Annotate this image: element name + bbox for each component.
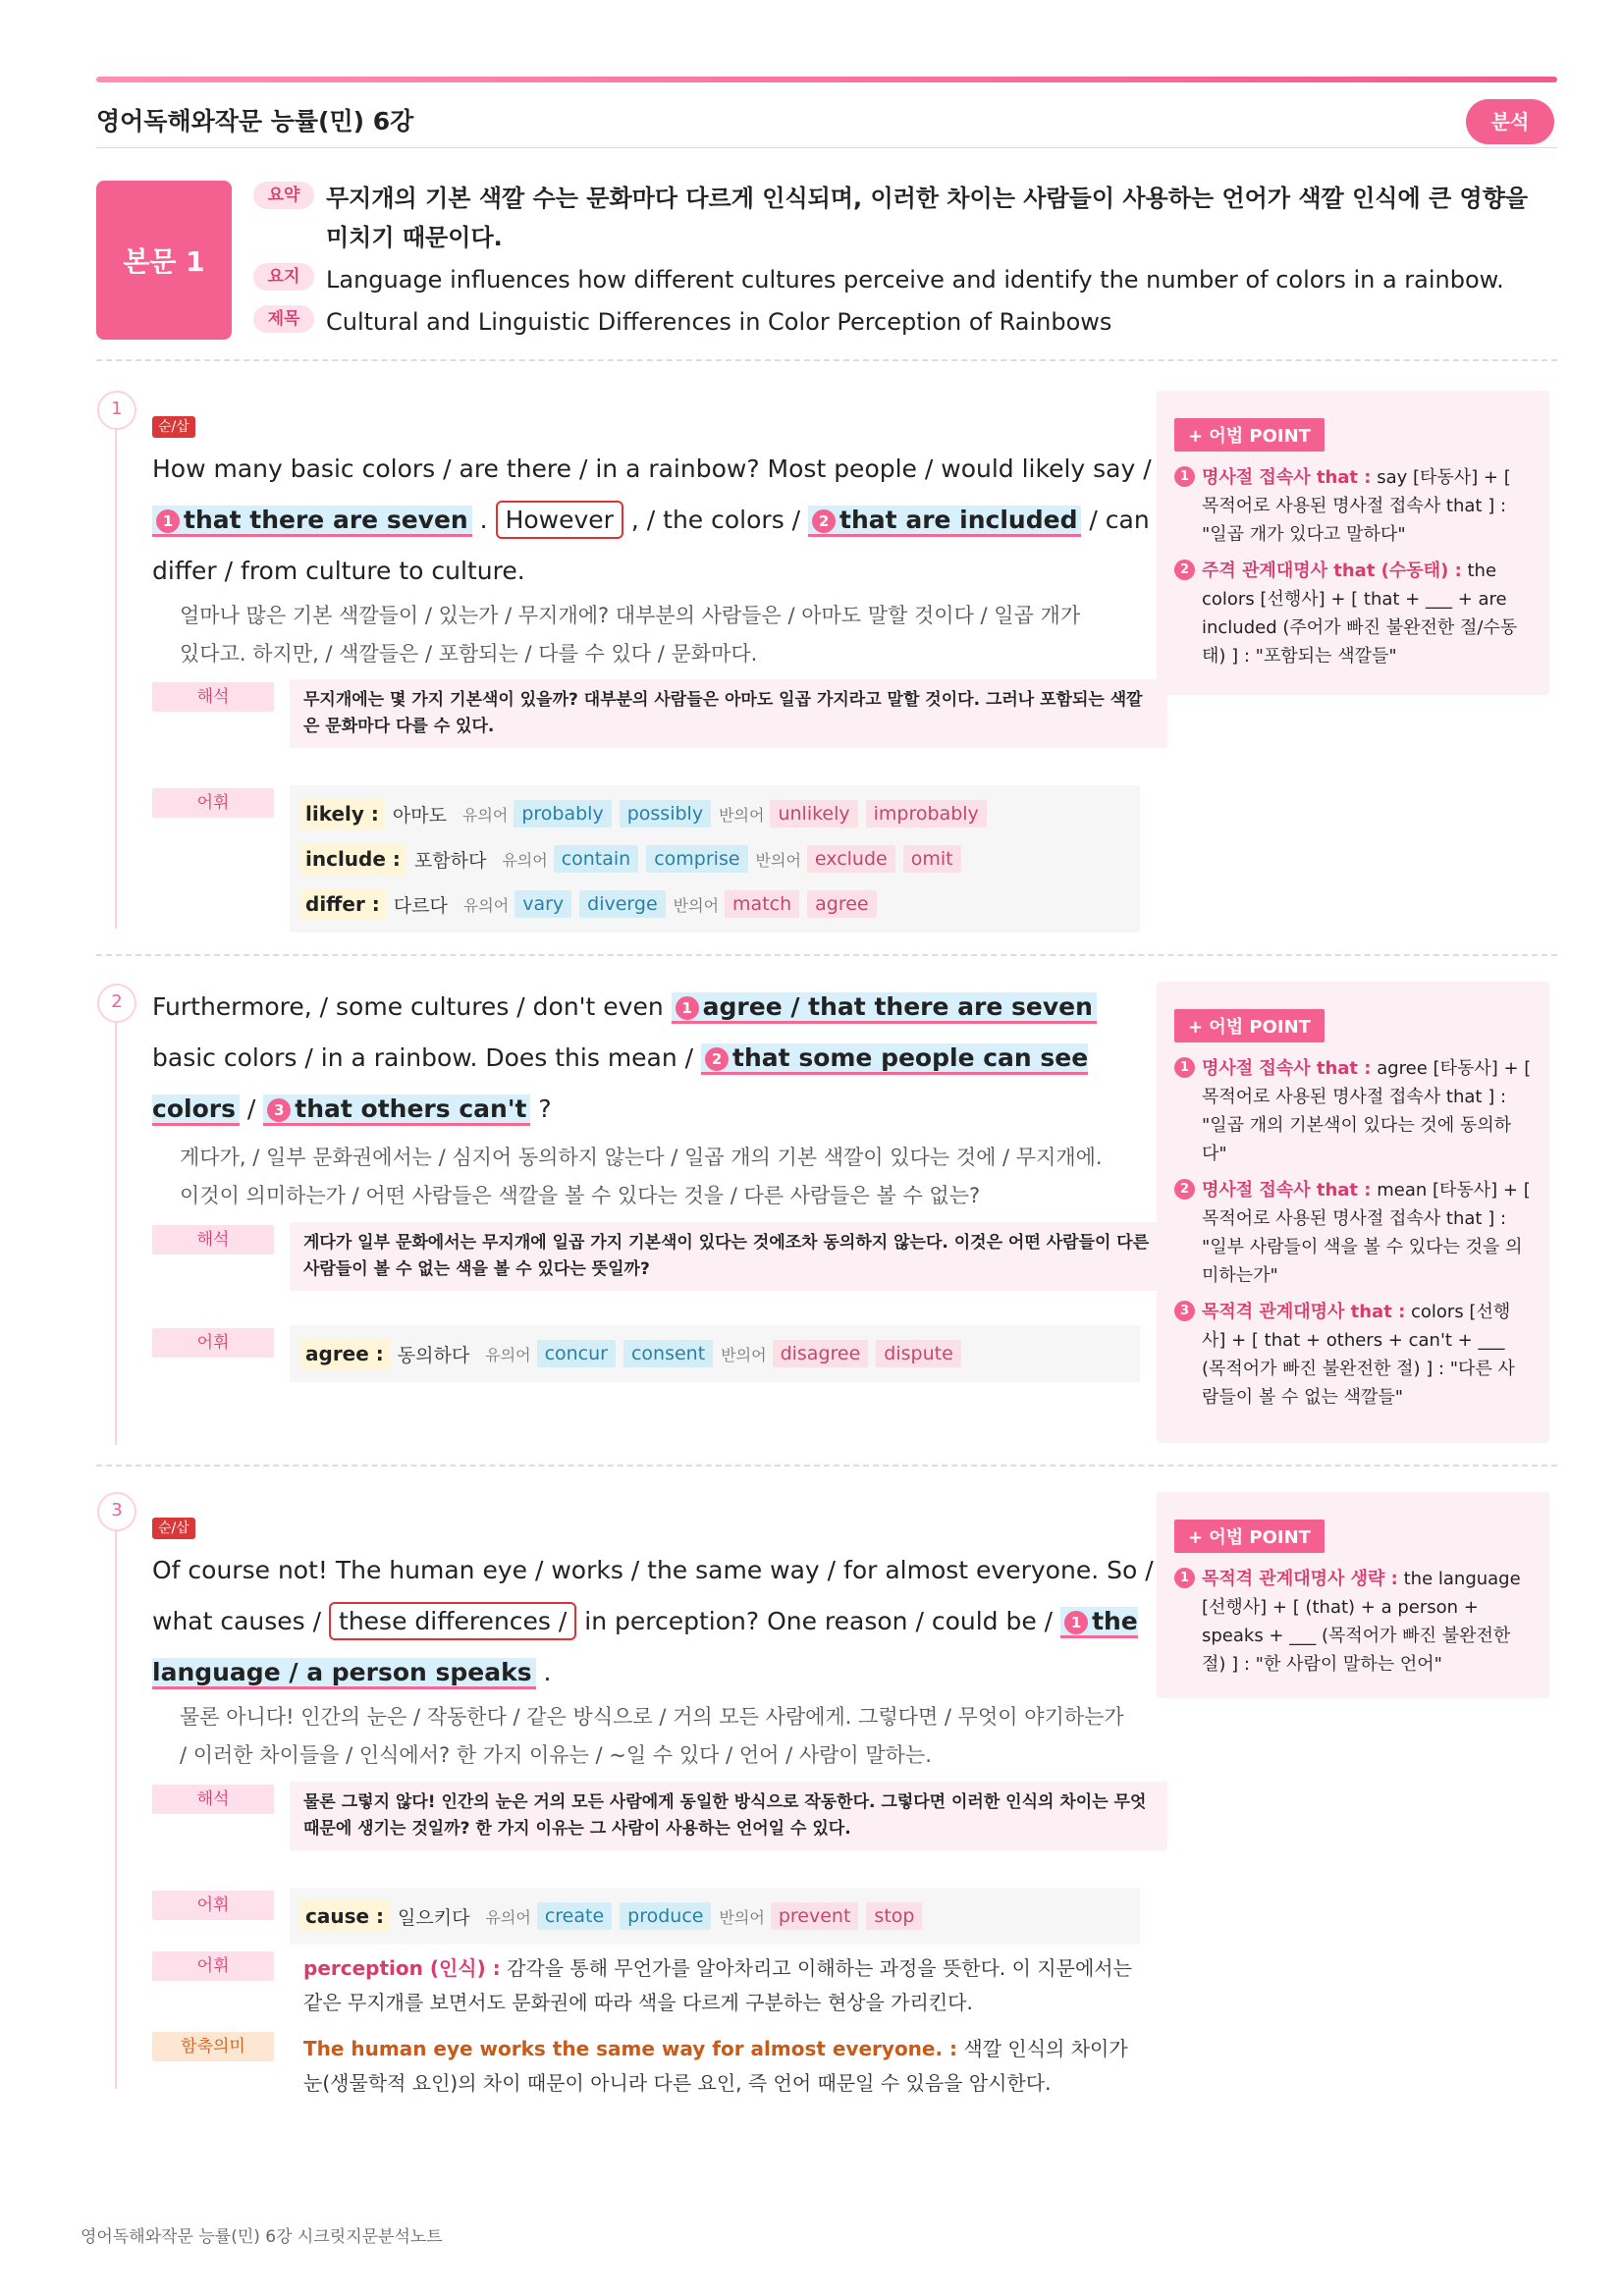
vocab-table xyxy=(290,1888,1140,1945)
implication-note: The human eye works the same way for almost everyone. : 색깔 인식의 차이가 눈(생물학적 요인)의 차이 때문이 아니라 다른 요인, 즉 언어 때문일 수 있음을 암시한다. xyxy=(303,2037,1128,2095)
divider xyxy=(96,1465,1557,1467)
grammar-point-item: 1 명사절 접속사 that : say [타동사] + [ 목적어로 사용된 명사절 접속사 that ] : "일곱 개가 있다고 말하다" xyxy=(1174,463,1532,549)
grammar-point-item: 1 명사절 접속사 that : agree [타동사] + [ 목적어로 사용된 명사절 접속사 that ] : "일곱 개의 기본색이 있다는 것에 동의하다" xyxy=(1174,1054,1532,1168)
translation-label: 해석 xyxy=(152,1785,274,1814)
title-tag: 제목 xyxy=(253,305,314,333)
korean-gloss: 물론 아니다! 인간의 눈은 / 작동한다 / 같은 방식으로 / 거의 모든 사람에게. 그렇다면 / 무엇이 야기하는가 / 이러한 차이들을 / 인식에서? 한 가지 이유는 / ~일 수 있다 / 언어 / 사람이 말하는. xyxy=(180,1705,1124,1767)
grammar-point-box xyxy=(1157,982,1549,1443)
summary-text: 무지개의 기본 색깔 수는 문화마다 다르게 인식되며, 이러한 차이는 사람들이 사용하는 언어가 색깔 인식에 큰 영향을 xyxy=(326,185,1529,212)
translation-label: 해석 xyxy=(152,682,274,712)
grammar-point-item: 1 목적격 관계대명사 생략 : the language [선행사] + [ (that) + a person + speaks + ___ (목적어가 빠진 불완전한 절) ] : "한 사람이 말하는 언어" xyxy=(1174,1565,1532,1679)
vocab-row: include : 포함하다 유의어 contain comprise 반의어 exclude omit xyxy=(290,836,1140,881)
page-title: 영어독해와작문 능률(민) 6강 xyxy=(96,107,414,135)
boxed-word: these differences / xyxy=(329,1602,576,1640)
title-text: Cultural and Linguistic Differences in Color Perception of Rainbows xyxy=(326,308,1112,336)
section-number: 3 xyxy=(97,1492,136,1531)
gist-tag: 요지 xyxy=(253,263,314,291)
implication-label: 함축의미 xyxy=(152,2032,274,2061)
korean-gloss: 얼마나 많은 기본 색깔들이 / 있는가 / 무지개에? 대부분의 사람들은 / 아마도 말할 것이다 / 일곱 개가 있다고. 하지만, / 색깔들은 / 포함되는 / 다를 수 있다 / 문화마다. xyxy=(180,604,1081,666)
top-accent-bar xyxy=(96,77,1557,82)
grammar-point-item: 2 명사절 접속사 that : mean [타동사] + [ 목적어로 사용된 명사절 접속사 that ] : "일부 사람들이 색을 볼 수 있다는 것을 의미하는가" xyxy=(1174,1176,1532,1290)
grammar-highlight: 2 that are included xyxy=(808,506,1081,537)
section-number: 1 xyxy=(97,391,136,430)
grammar-highlight: 2 that some people can see colors xyxy=(152,1043,1088,1126)
summary-row xyxy=(253,179,1602,257)
grammar-point-item: 2 주격 관계대명사 that (수동태) : the colors [선행사] + [ that + ___ + are included (주어가 빠진 불완전한 절/수동태) ] : "포함되는 색깔들" xyxy=(1174,557,1532,670)
vocab-row: differ : 다르다 유의어 vary diverge 반의어 match agree xyxy=(290,881,1140,927)
header-divider xyxy=(96,147,1557,148)
section-line xyxy=(115,1529,117,2089)
summary-text-cont: 미치기 때문이다. xyxy=(326,224,503,251)
grammar-point-box xyxy=(1157,1492,1549,1698)
vocab-note: perception (인식) : 감각을 통해 무언가를 알아차리고 이해하는 과정을 뜻한다. 이 지문에서는 같은 무지개를 보면서도 문화권에 따라 색을 다르게 구분하는 현상을 가리킨다. xyxy=(303,1956,1132,2014)
translation-text: 게다가 일부 문화에서는 무지개에 일곱 가지 기본색이 있다는 것에조차 동의하지 않는다. 이것은 어떤 사람들이 다른 사람들이 볼 수 없는 색을 볼 수 있다는 뜻일까? xyxy=(290,1222,1167,1291)
vocab-label: 어휘 xyxy=(152,1328,274,1358)
vocab-table xyxy=(290,1325,1140,1382)
vocab-label: 어휘 xyxy=(152,788,274,818)
section-line xyxy=(115,1021,117,1445)
gist-row xyxy=(253,260,1504,299)
english-passage: How many basic colors / are there / in a rainbow? Most people / would likely say / 1 that there are seven . However , / the colors / 2 that are included / can differ / from culture to culture. xyxy=(152,454,1152,585)
vocab-row: agree : 동의하다 유의어 concur consent 반의어 disagree dispute xyxy=(290,1331,1140,1376)
divider xyxy=(96,954,1557,956)
section-label-box: 본문 1 xyxy=(96,181,232,340)
page-footer: 영어독해와작문 능률(민) 6강 시크릿지문분석노트 xyxy=(81,2227,443,2247)
grammar-highlight: 1 agree / that there are seven xyxy=(672,992,1097,1024)
translation-text: 물론 그렇지 않다! 인간의 눈은 거의 모든 사람에게 동일한 방식으로 작동한다. 그렇다면 이러한 인식의 차이는 무엇 때문에 생기는 것일까? 한 가지 이유는 그 사람이 사용하는 언어일 수 있다. xyxy=(290,1782,1167,1850)
vocab-label: 어휘 xyxy=(152,1951,274,1981)
vocab-row: likely : 아마도 유의어 probably possibly 반의어 unlikely improbably xyxy=(290,791,1140,836)
vocab-label: 어휘 xyxy=(152,1891,274,1920)
section-line xyxy=(115,428,117,929)
vocab-table xyxy=(290,785,1140,933)
grammar-highlight: 1 that there are seven xyxy=(152,506,472,537)
summary-tag: 요약 xyxy=(253,182,314,209)
english-passage: Of course not! The human eye / works / the same way / for almost everyone. So / what causes / these differences / in perception? One reason / could be / 1 the language / a person speaks . xyxy=(152,1545,1154,1698)
boxed-word: However xyxy=(496,501,623,539)
grammar-point-tag: + 어법 POINT xyxy=(1174,1009,1325,1042)
grammar-point-tag: + 어법 POINT xyxy=(1174,1520,1325,1553)
translation-label: 해석 xyxy=(152,1225,274,1255)
grammar-point-box xyxy=(1157,391,1549,695)
title-row xyxy=(253,302,1111,342)
divider xyxy=(96,359,1557,361)
grammar-point-item: 3 목적격 관계대명사 that : colors [선행사] + [ that + others + can't + ___ (목적어가 빠진 불완전한 절) ] : "다른 사람들이 볼 수 없는 색깔들" xyxy=(1174,1298,1532,1412)
gist-text: Language influences how different cultures perceive and identify the number of colors in a rainbow. xyxy=(326,266,1504,294)
analysis-badge[interactable]: 분석 xyxy=(1466,99,1554,144)
grammar-point-tag: + 어법 POINT xyxy=(1174,418,1325,452)
order-tag: 순/삽 xyxy=(152,416,195,438)
korean-gloss: 게다가, / 일부 문화권에서는 / 심지어 동의하지 않는다 / 일곱 개의 기본 색깔이 있다는 것에 / 무지개에. 이것이 의미하는가 / 어떤 사람들은 색깔을 볼 수 있다는 것을 / 다른 사람들은 볼 수 없는? xyxy=(180,1146,1103,1207)
order-tag: 순/삽 xyxy=(152,1518,195,1539)
grammar-highlight: 1 the language / a person speaks xyxy=(152,1607,1138,1689)
section-number: 2 xyxy=(97,984,136,1023)
vocab-row: cause : 일으키다 유의어 create produce 반의어 prevent stop xyxy=(290,1894,1140,1939)
translation-text: 무지개에는 몇 가지 기본색이 있을까? 대부분의 사람들은 아마도 일곱 가지라고 말할 것이다. 그러나 포함되는 색깔은 문화마다 다를 수 있다. xyxy=(290,679,1167,748)
english-passage: Furthermore, / some cultures / don't even 1 agree / that there are seven basic colors / in a rainbow. Does this mean / 2 that some people can see colors / 3 that others can't ? xyxy=(152,982,1154,1135)
grammar-highlight: 3 that others can't xyxy=(263,1095,530,1126)
